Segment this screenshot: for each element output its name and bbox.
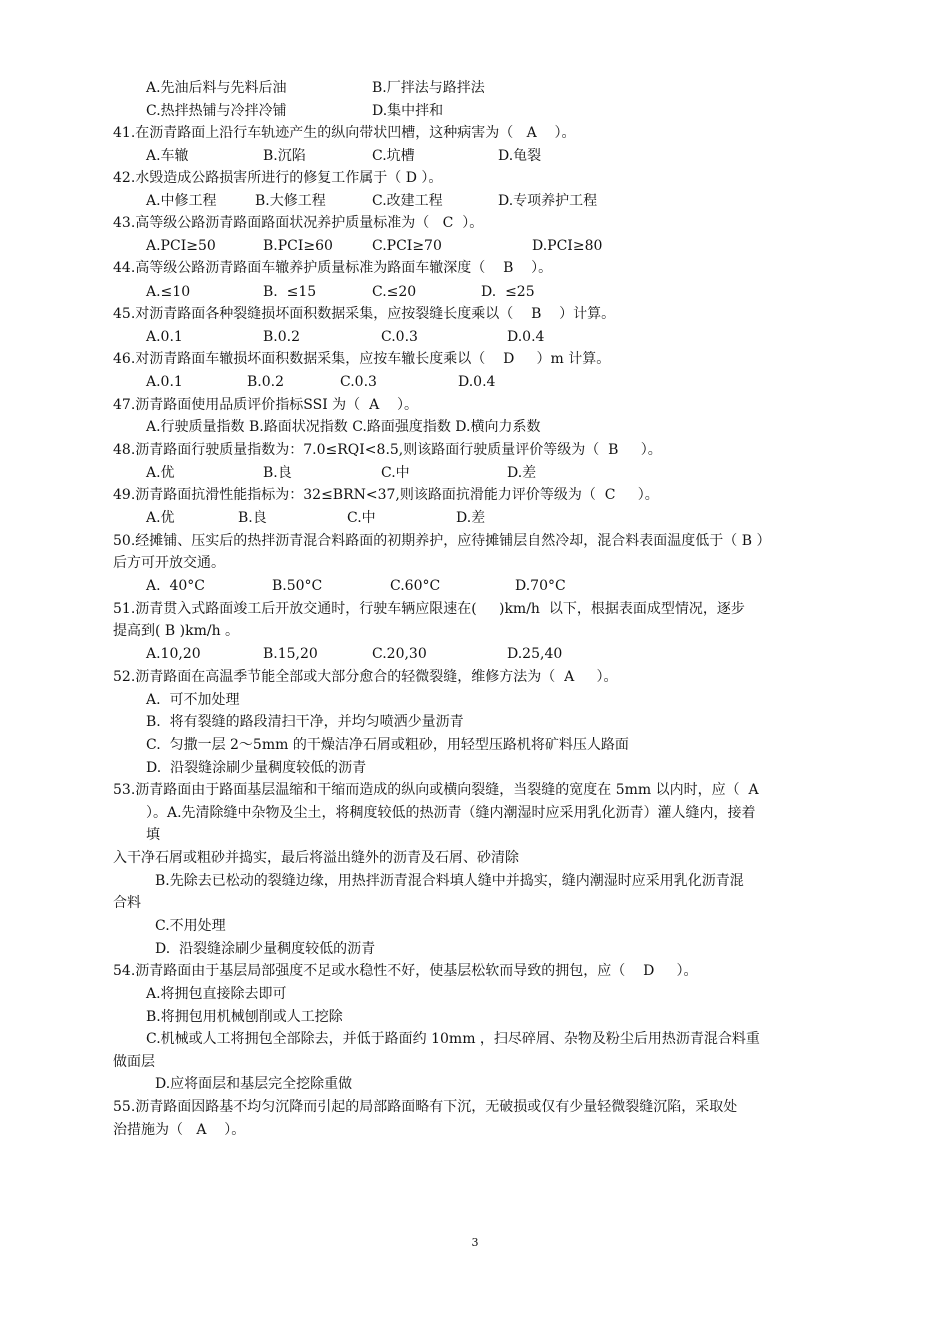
question-stem: 55.沥青路面因路基不均匀沉降而引起的局部路面略有下沉，无破损或仅有少量轻微裂缝沉陷，采取处 xyxy=(113,1099,738,1115)
option-text: D.25,40 xyxy=(507,646,563,662)
option-text: A.行驶质量指数 B.路面状况指数 C.路面强度指数 D.横向力系数 xyxy=(146,419,541,435)
option-text: A.PCI≥50 xyxy=(146,238,216,254)
option-text: B.先除去已松动的裂缝边缘，用热拌沥青混合料填人缝中并捣实，缝内潮湿时应采用乳化沥青混 xyxy=(155,873,744,889)
option-text: B.大修工程 xyxy=(255,193,326,209)
option-text: C.机械或人工将拥包全部除去，并低于路面约 10mm ，扫尽碎屑、杂物及粉尘后用热沥青混合料重 xyxy=(146,1031,760,1047)
option-text: C.≤20 xyxy=(372,284,417,300)
option-text: A.≤10 xyxy=(146,284,191,300)
option-text: D.应将面层和基层完全挖除重做 xyxy=(155,1076,353,1092)
option-text: B.15,20 xyxy=(263,646,318,662)
option-text: D.0.4 xyxy=(507,329,545,345)
question-stem: 53.沥青路面由于路面基层温缩和干缩而造成的纵向或横向裂缝，当裂缝的宽度在 5mm 以内时，应（ A xyxy=(113,782,759,798)
question-stem: 47.沥青路面使用品质评价指标SSI 为（ A ）。 xyxy=(113,397,418,413)
option-text: C.中 xyxy=(381,465,410,481)
option-text: D.70°C xyxy=(515,578,566,594)
option-text: A.中修工程 xyxy=(146,193,217,209)
question-stem-continued: 填 xyxy=(146,827,160,843)
option-text: C.不用处理 xyxy=(155,918,226,934)
option-text: B.0.2 xyxy=(263,329,301,345)
option-text: B. ≤15 xyxy=(263,284,317,300)
question-stem: 49.沥青路面抗滑性能指标为：32≤BRN<37,则该路面抗滑能力评价等级为（ C ）。 xyxy=(113,487,659,503)
option-text: A.0.1 xyxy=(146,374,183,390)
option-text: B.将拥包用机械刨削或人工挖除 xyxy=(146,1009,343,1025)
option-text: D.龟裂 xyxy=(498,148,542,164)
option-text: C.坑槽 xyxy=(372,148,415,164)
question-stem: 44.高等级公路沥青路面车辙养护质量标准为路面车辙深度（ B ）。 xyxy=(113,260,553,276)
option-text: A. 40°C xyxy=(146,578,205,594)
option-text: B.0.2 xyxy=(247,374,285,390)
option-text: B.厂拌法与路拌法 xyxy=(372,80,485,96)
question-stem: 51.沥青贯入式路面竣工后开放交通时，行驶车辆应限速在( )km/h 以下，根据表面成型情况，逐步 xyxy=(113,601,745,617)
option-text: C.中 xyxy=(347,510,376,526)
option-text: A.先油后料与先料后油 xyxy=(146,80,287,96)
option-text: A.优 xyxy=(146,465,175,481)
option-text: A.将拥包直接除去即可 xyxy=(146,986,287,1002)
question-stem: 50.经摊铺、压实后的热拌沥青混合料路面的初期养护，应待摊铺层自然冷却，混合料表面温度低于（ B ） xyxy=(113,533,771,549)
option-text: C.60°C xyxy=(390,578,441,594)
question-stem: 52.沥青路面在高温季节能全部或大部分愈合的轻微裂缝，维修方法为（ A ）。 xyxy=(113,669,618,685)
option-text: C.PCI≥70 xyxy=(372,238,442,254)
option-text: A. 可不加处理 xyxy=(146,692,240,708)
option-text-continued: 做面层 xyxy=(113,1054,155,1070)
question-stem: 45.对沥青路面各种裂缝损坏面积数据采集，应按裂缝长度乘以（ B ）计算。 xyxy=(113,306,616,322)
question-stem: 42.水毁造成公路损害所进行的修复工作属于（ D ）。 xyxy=(113,170,443,186)
option-text: D.PCI≥80 xyxy=(532,238,603,254)
option-text: C.改建工程 xyxy=(372,193,443,209)
option-text: A.10,20 xyxy=(146,646,201,662)
option-text: D. 沿裂缝涂刷少量稠度较低的沥青 xyxy=(155,941,376,957)
option-text: C.0.3 xyxy=(340,374,377,390)
option-text: D. ≤25 xyxy=(481,284,535,300)
question-stem-continued: 后方可开放交通。 xyxy=(113,555,225,571)
option-text: A.优 xyxy=(146,510,175,526)
option-text: C. 匀撒一层 2～5mm 的干燥洁净石屑或粗砂，用轻型压路机将矿料压人路面 xyxy=(146,737,629,753)
option-text: B.良 xyxy=(263,465,292,481)
option-text: B. 将有裂缝的路段清扫干净，并均匀喷洒少量沥青 xyxy=(146,714,464,730)
question-stem-continued: 治措施为（ A ）。 xyxy=(113,1122,246,1138)
option-text: C.热拌热铺与冷拌冷铺 xyxy=(146,103,287,119)
option-text: C.0.3 xyxy=(381,329,418,345)
option-text: B.沉陷 xyxy=(263,148,306,164)
option-text: D.专项养护工程 xyxy=(498,193,598,209)
question-stem: 54.沥青路面由于基层局部强度不足或水稳性不好，使基层松软而导致的拥包，应（ D ）。 xyxy=(113,963,698,979)
question-stem: 41.在沥青路面上沿行车轨迹产生的纵向带状凹槽，这种病害为（ A ）。 xyxy=(113,125,576,141)
question-stem: 46.对沥青路面车辙损坏面积数据采集，应按车辙长度乘以（ D ）m 计算。 xyxy=(113,351,611,367)
question-stem: 48.沥青路面行驶质量指数为：7.0≤RQI<8.5,则该路面行驶质量评价等级为（ B ）。 xyxy=(113,442,662,458)
option-text-continued: 合料 xyxy=(113,895,141,911)
question-stem-continued: 入干净石屑或粗砂并捣实，最后将溢出缝外的沥青及石屑、砂清除 xyxy=(113,850,519,866)
option-text: A.车辙 xyxy=(146,148,189,164)
option-text: D.差 xyxy=(507,465,537,481)
question-stem-continued: ）。A.先清除缝中杂物及尘土，将稠度较低的热沥青（缝内潮湿时应采用乳化沥青）灌人缝内，接着 xyxy=(146,805,756,821)
option-text: C.20,30 xyxy=(372,646,427,662)
option-text: B.良 xyxy=(238,510,267,526)
question-stem-continued: 提高到( B )km/h 。 xyxy=(113,623,240,639)
page-number: 3 xyxy=(471,1236,479,1249)
option-text: A.0.1 xyxy=(146,329,183,345)
option-text: D.0.4 xyxy=(458,374,496,390)
option-text: D.差 xyxy=(456,510,486,526)
option-text: B.PCI≥60 xyxy=(263,238,333,254)
question-stem: 43.高等级公路沥青路面路面状况养护质量标准为（ C ）。 xyxy=(113,215,484,231)
option-text: D. 沿裂缝涂刷少量稠度较低的沥青 xyxy=(146,760,367,776)
option-text: D.集中拌和 xyxy=(372,103,444,119)
option-text: B.50°C xyxy=(272,578,323,594)
